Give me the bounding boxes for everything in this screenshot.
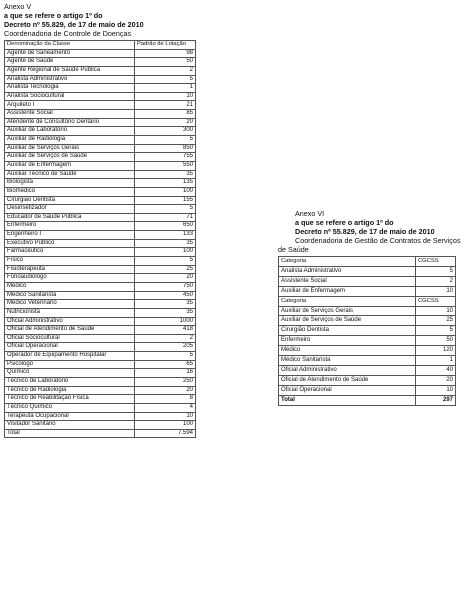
table-row [5, 49, 196, 58]
table-row [5, 84, 196, 93]
class-name-cell: Assistente Social [5, 110, 135, 119]
table-row [5, 291, 196, 300]
class-name-cell: Oficial Operacional [5, 343, 135, 352]
table-row [5, 161, 196, 170]
class-name-cell: Técnico Químico [5, 403, 135, 412]
class-name-cell: Médico Sanitarista [5, 291, 135, 300]
table-row [5, 265, 196, 274]
table-row [5, 317, 196, 326]
class-name-cell: Oficial Administrativo [5, 317, 135, 326]
class-name-cell: Agente de Saneamento [5, 49, 135, 58]
class-name-cell: Fisioterapeuta [5, 265, 135, 274]
class-name-cell: Auxiliar de Radiologia [5, 136, 135, 145]
table-row [5, 179, 196, 188]
table-row [5, 153, 196, 162]
annex-v-ref-line2: Decreto nº 55.829, de 17 de maio de 2010 [4, 20, 144, 29]
quantity-cell: 10 [416, 306, 456, 316]
quantity-cell: 71 [135, 213, 196, 222]
class-name-cell: Oficial Operacional [279, 385, 416, 395]
class-name-cell: Executivo Público [5, 239, 135, 248]
quantity-cell: 25 [416, 316, 456, 326]
class-name-cell: Analista Tecnologia [5, 84, 135, 93]
table-row [5, 136, 196, 145]
class-name-cell: Fonoaudiólogo [5, 274, 135, 283]
quantity-cell: 21 [135, 101, 196, 110]
quantity-cell: 2 [135, 66, 196, 75]
class-name-cell: Médico Sanitarista [279, 356, 416, 366]
table-row [5, 213, 196, 222]
table-row [5, 239, 196, 248]
annex-vi-org-line1: Coordenadoria de Gestão de Contratos de Serviços [295, 236, 461, 245]
quantity-cell: 20 [416, 375, 456, 385]
annex-v [4, 2, 196, 438]
class-name-cell: Auxiliar de Serviços de Saúde [279, 316, 416, 326]
quantity-cell: 5 [135, 136, 196, 145]
class-name-cell: Auxiliar de Enfermagem [5, 161, 135, 170]
class-name-cell: Terapeuta Ocupacional [5, 412, 135, 421]
class-name-cell: Auxiliar de Serviços Gerais [279, 306, 416, 316]
table-header-row [279, 296, 456, 306]
quantity-cell: 133 [135, 231, 196, 240]
column-header-standard: Padrão de Lotação [135, 41, 196, 50]
quantity-cell: 5 [135, 75, 196, 84]
quantity-cell: 755 [135, 153, 196, 162]
table-total-row [279, 395, 456, 405]
quantity-cell: 155 [135, 196, 196, 205]
table-row [5, 282, 196, 291]
table-row [279, 365, 456, 375]
table-row [5, 421, 196, 430]
class-name-cell: Químico [5, 369, 135, 378]
class-name-cell: Oficial de Atendimento de Saúde [279, 375, 416, 385]
quantity-cell: 550 [135, 161, 196, 170]
table-row [5, 360, 196, 369]
quantity-cell: 65 [135, 360, 196, 369]
table-row [5, 352, 196, 361]
table-row [5, 395, 196, 404]
quantity-cell: 5 [135, 352, 196, 361]
class-name-cell: Nutricionista [5, 308, 135, 317]
class-name-cell: Desinsetizador [5, 205, 135, 214]
annex-vi-title: Anexo VI [295, 209, 325, 218]
class-name-cell: Biomédico [5, 187, 135, 196]
class-name-cell: Analista Administrativo [279, 266, 416, 276]
table-row [279, 316, 456, 326]
quantity-cell: 35 [135, 170, 196, 179]
quantity-cell: 5 [416, 326, 456, 336]
quantity-cell: 297 [416, 395, 456, 405]
class-name-cell: Oficial Sociocultural [5, 334, 135, 343]
table-row [279, 336, 456, 346]
class-name-cell: Analista Sociocultural [5, 92, 135, 101]
quantity-cell: 85 [135, 110, 196, 119]
quantity-cell: 100 [135, 187, 196, 196]
table-row [5, 334, 196, 343]
column-header-class: Denominação da Classe [5, 41, 135, 50]
class-name-cell: Oficial de Atendimento de Saúde [5, 326, 135, 335]
class-name-cell: Engenheiro I [5, 231, 135, 240]
class-name-cell: Físico [5, 257, 135, 266]
quantity-cell: 205 [135, 343, 196, 352]
table-row [5, 222, 196, 231]
class-name-cell: Total [5, 429, 135, 438]
column-header-cgcss: CGCSS [416, 296, 456, 306]
class-name-cell: Auxiliar de Laboratório [5, 127, 135, 136]
quantity-cell: 40 [416, 365, 456, 375]
class-name-cell: Total [279, 395, 416, 405]
table-row [5, 205, 196, 214]
class-name-cell: Técnico de Radiologia [5, 386, 135, 395]
quantity-cell: 2 [416, 276, 456, 286]
table-row [279, 326, 456, 336]
table-row [5, 274, 196, 283]
table-row [279, 356, 456, 366]
annex-v-ref-line1: a que se refere o artigo 1º do [4, 11, 103, 20]
quantity-cell: 300 [135, 127, 196, 136]
table-row [279, 266, 456, 276]
table-row [5, 118, 196, 127]
class-name-cell: Médico [5, 282, 135, 291]
annex-vi-table [278, 256, 456, 406]
annex-v-header [4, 2, 196, 38]
class-name-cell: Visitador Sanitário [5, 421, 135, 430]
class-name-cell: Enfermeiro [279, 336, 416, 346]
table-row [5, 144, 196, 153]
quantity-cell: 98 [135, 49, 196, 58]
class-name-cell: Cirurgião Dentista [5, 196, 135, 205]
column-header-cgcss: CGCSS [416, 257, 456, 267]
quantity-cell: 10 [416, 286, 456, 296]
quantity-cell: 35 [135, 308, 196, 317]
quantity-cell: 1 [135, 84, 196, 93]
table-row [5, 326, 196, 335]
annex-vi-header [278, 209, 460, 254]
class-name-cell: Oficial Administrativo [279, 365, 416, 375]
class-name-cell: Assistente Social [279, 276, 416, 286]
table-row [5, 308, 196, 317]
quantity-cell: 7.594 [135, 429, 196, 438]
table-row [279, 286, 456, 296]
class-name-cell: Auxiliar de Serviços de Saúde [5, 153, 135, 162]
table-row [5, 58, 196, 67]
table-row [5, 403, 196, 412]
table-row [5, 300, 196, 309]
table-row [5, 127, 196, 136]
annex-v-org: Coordenadoria de Controle de Doenças [4, 29, 132, 38]
column-header-category: Categoria [279, 257, 416, 267]
class-name-cell: Biologista [5, 179, 135, 188]
class-name-cell: Educador de Saúde Pública [5, 213, 135, 222]
quantity-cell: 450 [135, 291, 196, 300]
table-row [5, 170, 196, 179]
class-name-cell: Médico Veterinário [5, 300, 135, 309]
table-row [5, 412, 196, 421]
class-name-cell: Operador de Equipamento Hospitalar [5, 352, 135, 361]
quantity-cell: 16 [135, 369, 196, 378]
quantity-cell: 120 [416, 346, 456, 356]
class-name-cell: Auxiliar de Serviços Gerais [5, 144, 135, 153]
quantity-cell: 5 [416, 266, 456, 276]
table-total-row [5, 429, 196, 438]
quantity-cell: 750 [135, 282, 196, 291]
table-row [5, 369, 196, 378]
quantity-cell: 850 [135, 144, 196, 153]
table-row [279, 375, 456, 385]
annex-v-title: Anexo V [4, 2, 32, 11]
quantity-cell: 135 [135, 179, 196, 188]
quantity-cell: 10 [135, 412, 196, 421]
quantity-cell: 100 [135, 248, 196, 257]
quantity-cell: 2 [135, 334, 196, 343]
class-name-cell: Psicólogo [5, 360, 135, 369]
table-row [5, 196, 196, 205]
quantity-cell: 25 [135, 265, 196, 274]
class-name-cell: Enfermeiro [5, 222, 135, 231]
class-name-cell: Arquiteto I [5, 101, 135, 110]
column-header-category: Categoria [279, 296, 416, 306]
class-name-cell: Farmacêutico [5, 248, 135, 257]
table-row [5, 386, 196, 395]
class-name-cell: Médico [279, 346, 416, 356]
table-row [5, 377, 196, 386]
table-row [5, 187, 196, 196]
table-row [279, 276, 456, 286]
quantity-cell: 35 [135, 300, 196, 309]
table-row [5, 75, 196, 84]
class-name-cell: Agente Regional de Saúde Pública [5, 66, 135, 75]
quantity-cell: 10 [135, 92, 196, 101]
quantity-cell: 20 [135, 386, 196, 395]
quantity-cell: 100 [135, 421, 196, 430]
annex-vi-org-line2: de Saúde [278, 245, 309, 254]
table-header-row [5, 41, 196, 50]
table-row [5, 92, 196, 101]
annex-vi-ref-line2: Decreto nº 55.829, de 17 de maio de 2010 [295, 227, 435, 236]
table-row [5, 101, 196, 110]
quantity-cell: 250 [135, 377, 196, 386]
table-row [5, 257, 196, 266]
quantity-cell: 20 [135, 274, 196, 283]
class-name-cell: Técnico de Reabilitação Física [5, 395, 135, 404]
quantity-cell: 50 [135, 58, 196, 67]
quantity-cell: 50 [416, 336, 456, 346]
quantity-cell: 35 [135, 239, 196, 248]
class-name-cell: Atendente de Consultório Dentário [5, 118, 135, 127]
quantity-cell: 20 [135, 118, 196, 127]
quantity-cell: 4 [135, 403, 196, 412]
table-row [5, 248, 196, 257]
table-row [279, 346, 456, 356]
table-row [5, 343, 196, 352]
class-name-cell: Auxiliar de Enfermagem [279, 286, 416, 296]
quantity-cell: 1000 [135, 317, 196, 326]
class-name-cell: Auxiliar Técnico de Saúde [5, 170, 135, 179]
quantity-cell: 5 [135, 257, 196, 266]
table-row [5, 66, 196, 75]
quantity-cell: 1 [416, 356, 456, 366]
quantity-cell: 10 [416, 385, 456, 395]
class-name-cell: Cirurgião Dentista [279, 326, 416, 336]
quantity-cell: 8 [135, 395, 196, 404]
table-row [5, 231, 196, 240]
table-row [5, 110, 196, 119]
table-row [279, 306, 456, 316]
annex-vi-ref-line1: a que se refere o artigo 1º do [295, 218, 394, 227]
table-header-row [279, 257, 456, 267]
class-name-cell: Analista Administrativo [5, 75, 135, 84]
class-name-cell: Agente de Saúde [5, 58, 135, 67]
annex-v-table [4, 40, 196, 438]
table-row [279, 385, 456, 395]
class-name-cell: Técnico de Laboratório [5, 377, 135, 386]
quantity-cell: 650 [135, 222, 196, 231]
quantity-cell: 418 [135, 326, 196, 335]
annex-vi [278, 209, 460, 406]
quantity-cell: 5 [135, 205, 196, 214]
